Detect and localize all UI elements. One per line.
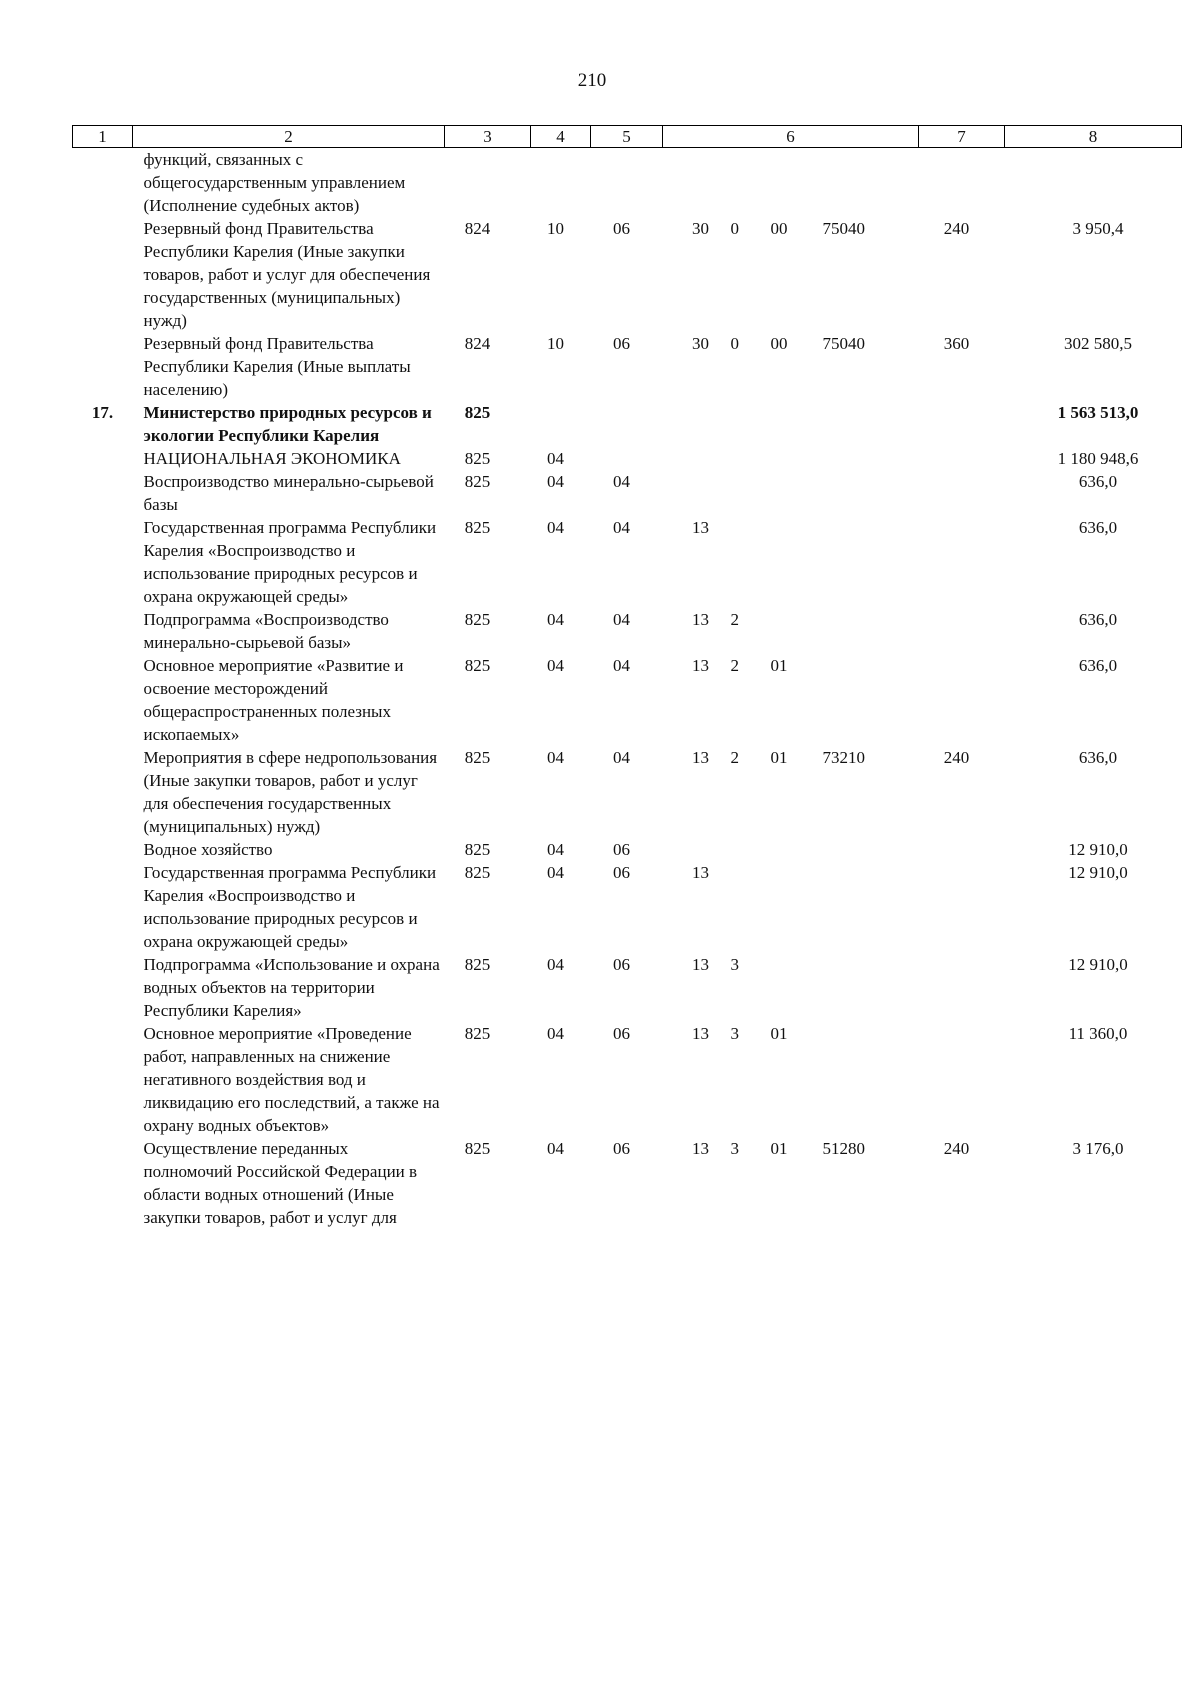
row-name: Резервный фонд Правительства Республики Карелия (Иные выплаты населению) (143, 334, 411, 399)
amount: 636,0 (1078, 518, 1118, 537)
ministry-code: 825 (464, 863, 491, 882)
direction-code: 75040 (822, 219, 865, 238)
section-code: 04 (547, 863, 564, 882)
amount: 3 176,0 (1072, 1139, 1124, 1158)
activity-code: 01 (770, 748, 788, 767)
subsection-code: 06 (613, 840, 630, 859)
table-row (73, 217, 1182, 332)
program-code: 13 (692, 1139, 709, 1158)
ministry-code: 825 (464, 748, 491, 767)
subsection-code: 04 (613, 610, 630, 629)
program-code: 13 (692, 955, 709, 974)
subsection-code: 06 (613, 219, 630, 238)
row-name: Основное мероприятие «Проведение работ, направленных на снижение негативного воздействия вод и ликвидацию его последствий, а также на охрану водных объектов» (143, 1024, 440, 1135)
section-code: 04 (547, 1024, 564, 1043)
column-header: 4 (531, 126, 591, 148)
subsection-code (591, 447, 663, 470)
activity-code (769, 148, 821, 218)
subsection-code (591, 148, 663, 218)
table-row (73, 401, 1182, 447)
row-number (73, 148, 133, 218)
row-number (73, 654, 133, 746)
subprogram-code (727, 148, 769, 218)
subsection-code: 06 (613, 334, 630, 353)
row-name: Основное мероприятие «Развитие и освоение месторождений общераспространенных полезных ископаемых» (143, 656, 404, 744)
row-number (73, 608, 133, 654)
ministry-code (445, 148, 531, 218)
table-row (73, 447, 1182, 470)
row-name: Подпрограмма «Использование и охрана водных объектов на территории Республики Карелия» (143, 955, 440, 1020)
direction-code (821, 838, 919, 861)
row-number (73, 838, 133, 861)
row-number (73, 217, 133, 332)
activity-code (769, 608, 821, 654)
ministry-code: 825 (464, 449, 491, 468)
subprogram-code: 2 (730, 656, 739, 675)
activity-code (769, 838, 821, 861)
ministry-code: 825 (464, 403, 491, 422)
row-name: НАЦИОНАЛЬНАЯ ЭКОНОМИКА (143, 449, 401, 468)
row-name: Подпрограмма «Воспроизводство минерально-сырьевой базы» (143, 610, 389, 652)
table-row (73, 608, 1182, 654)
subsection-code (591, 401, 663, 447)
subsection-code: 04 (613, 472, 630, 491)
table-row (73, 332, 1182, 401)
table-body (73, 148, 1182, 1230)
direction-code (821, 470, 919, 516)
amount: 1 563 513,0 (1057, 403, 1139, 422)
program-code (663, 401, 727, 447)
row-name: функций, связанных с общегосударственным управлением (Исполнение судебных актов) (143, 150, 406, 215)
row-number (73, 1022, 133, 1137)
expense-type-code: 240 (943, 1139, 970, 1158)
ministry-code: 825 (464, 840, 491, 859)
row-number (73, 953, 133, 1022)
expense-type-code (919, 516, 1005, 608)
ministry-code: 825 (464, 518, 491, 537)
column-header: 3 (445, 126, 531, 148)
direction-code (821, 608, 919, 654)
program-code: 13 (692, 610, 709, 629)
row-number: 17. (91, 403, 114, 422)
subsection-code: 06 (613, 1024, 630, 1043)
activity-code (769, 953, 821, 1022)
activity-code (769, 447, 821, 470)
program-code: 30 (692, 334, 709, 353)
program-code (663, 838, 727, 861)
amount: 636,0 (1078, 656, 1118, 675)
activity-code: 00 (770, 334, 788, 353)
amount: 12 910,0 (1068, 955, 1128, 974)
amount (1005, 148, 1182, 218)
direction-code (821, 654, 919, 746)
table-row (73, 1137, 1182, 1229)
program-code: 13 (692, 518, 709, 537)
row-name: Резервный фонд Правительства Республики Карелия (Иные закупки товаров, работ и услуг для обеспечения государственных (муниципальных) нужд) (143, 219, 431, 330)
section-code: 10 (547, 334, 564, 353)
row-name: Осуществление переданных полномочий Российской Федерации в области водных отношений (Иные закупки товаров, работ и услуг для (143, 1139, 418, 1227)
ministry-code: 825 (464, 1139, 491, 1158)
subprogram-code (727, 401, 769, 447)
column-header: 8 (1005, 126, 1182, 148)
table-row (73, 953, 1182, 1022)
table-header-row (73, 126, 1182, 148)
expense-type-code: 240 (943, 748, 970, 767)
program-code (663, 148, 727, 218)
subsection-code: 04 (613, 748, 630, 767)
amount: 1 180 948,6 (1057, 449, 1139, 468)
budget-table (72, 125, 1182, 1229)
activity-code (769, 470, 821, 516)
row-number (73, 470, 133, 516)
amount: 636,0 (1078, 748, 1118, 767)
row-number (73, 332, 133, 401)
program-code (663, 447, 727, 470)
subprogram-code (727, 447, 769, 470)
section-code: 10 (547, 219, 564, 238)
amount: 636,0 (1078, 610, 1118, 629)
subprogram-code: 3 (730, 1024, 739, 1043)
activity-code: 01 (770, 1139, 788, 1158)
section-code: 04 (547, 656, 564, 675)
ministry-code: 824 (464, 219, 491, 238)
subprogram-code (727, 516, 769, 608)
expense-type-code (919, 447, 1005, 470)
expense-type-code (919, 838, 1005, 861)
row-number (73, 1137, 133, 1229)
table-row (73, 838, 1182, 861)
row-name: Министерство природных ресурсов и экологии Республики Карелия (143, 403, 432, 445)
direction-code (821, 861, 919, 953)
program-code: 13 (692, 1024, 709, 1043)
table-row (73, 654, 1182, 746)
subsection-code: 06 (613, 1139, 630, 1158)
program-code: 30 (692, 219, 709, 238)
section-code: 04 (547, 472, 564, 491)
program-code: 13 (692, 863, 709, 882)
direction-code (821, 953, 919, 1022)
section-code: 04 (547, 610, 564, 629)
activity-code: 00 (770, 219, 788, 238)
activity-code: 01 (770, 656, 788, 675)
program-code (663, 470, 727, 516)
program-code: 13 (692, 656, 709, 675)
table-row (73, 1022, 1182, 1137)
table-row (73, 746, 1182, 838)
column-header: 6 (663, 126, 919, 148)
row-name: Водное хозяйство (143, 840, 273, 859)
amount: 11 360,0 (1068, 1024, 1128, 1043)
subprogram-code: 3 (730, 1139, 739, 1158)
direction-code (821, 148, 919, 218)
section-code: 04 (547, 955, 564, 974)
ministry-code: 825 (464, 472, 491, 491)
table-row (73, 861, 1182, 953)
direction-code (821, 401, 919, 447)
expense-type-code (919, 148, 1005, 218)
subprogram-code: 0 (730, 334, 739, 353)
subprogram-code: 2 (730, 610, 739, 629)
page-number: 210 (577, 70, 607, 91)
amount: 3 950,4 (1072, 219, 1124, 238)
expense-type-code (919, 953, 1005, 1022)
subprogram-code (727, 861, 769, 953)
section-code: 04 (547, 518, 564, 537)
row-name: Воспроизводство минерально-сырьевой базы (143, 472, 434, 514)
activity-code (769, 861, 821, 953)
subprogram-code: 2 (730, 748, 739, 767)
column-header: 7 (919, 126, 1005, 148)
section-code: 04 (547, 1139, 564, 1158)
amount: 12 910,0 (1068, 840, 1128, 859)
subsection-code: 04 (613, 518, 630, 537)
activity-code (769, 401, 821, 447)
expense-type-code (919, 608, 1005, 654)
direction-code: 73210 (822, 748, 865, 767)
column-header: 5 (591, 126, 663, 148)
ministry-code: 825 (464, 1024, 491, 1043)
ministry-code: 825 (464, 955, 491, 974)
expense-type-code: 240 (943, 219, 970, 238)
section-code: 04 (547, 840, 564, 859)
program-code: 13 (692, 748, 709, 767)
activity-code (769, 516, 821, 608)
section-code: 04 (547, 449, 564, 468)
row-number (73, 447, 133, 470)
amount: 12 910,0 (1068, 863, 1128, 882)
direction-code (821, 447, 919, 470)
subsection-code: 06 (613, 863, 630, 882)
expense-type-code (919, 654, 1005, 746)
subprogram-code: 0 (730, 219, 739, 238)
row-name: Государственная программа Республики Карелия «Воспроизводство и использование природных ресурсов и охрана окружающей среды» (143, 518, 437, 606)
table-row (73, 148, 1182, 218)
subsection-code: 06 (613, 955, 630, 974)
direction-code (821, 516, 919, 608)
section-code (531, 401, 591, 447)
row-number (73, 746, 133, 838)
column-header: 1 (73, 126, 133, 148)
subprogram-code (727, 838, 769, 861)
row-name: Государственная программа Республики Карелия «Воспроизводство и использование природных ресурсов и охрана окружающей среды» (143, 863, 437, 951)
expense-type-code (919, 861, 1005, 953)
ministry-code: 825 (464, 610, 491, 629)
direction-code (821, 1022, 919, 1137)
direction-code: 51280 (822, 1139, 865, 1158)
column-header: 2 (133, 126, 445, 148)
section-code (531, 148, 591, 218)
ministry-code: 825 (464, 656, 491, 675)
row-number (73, 516, 133, 608)
subsection-code: 04 (613, 656, 630, 675)
expense-type-code: 360 (943, 334, 970, 353)
amount: 302 580,5 (1064, 334, 1132, 353)
activity-code: 01 (770, 1024, 788, 1043)
section-code: 04 (547, 748, 564, 767)
row-name: Мероприятия в сфере недропользования (Иные закупки товаров, работ и услуг для обеспечения государственных (муниципальных) нужд) (143, 748, 438, 836)
expense-type-code (919, 1022, 1005, 1137)
direction-code: 75040 (822, 334, 865, 353)
table-row (73, 470, 1182, 516)
amount: 636,0 (1078, 472, 1118, 491)
subprogram-code: 3 (730, 955, 739, 974)
expense-type-code (919, 470, 1005, 516)
row-number (73, 861, 133, 953)
ministry-code: 824 (464, 334, 491, 353)
expense-type-code (919, 401, 1005, 447)
subprogram-code (727, 470, 769, 516)
table-row (73, 516, 1182, 608)
